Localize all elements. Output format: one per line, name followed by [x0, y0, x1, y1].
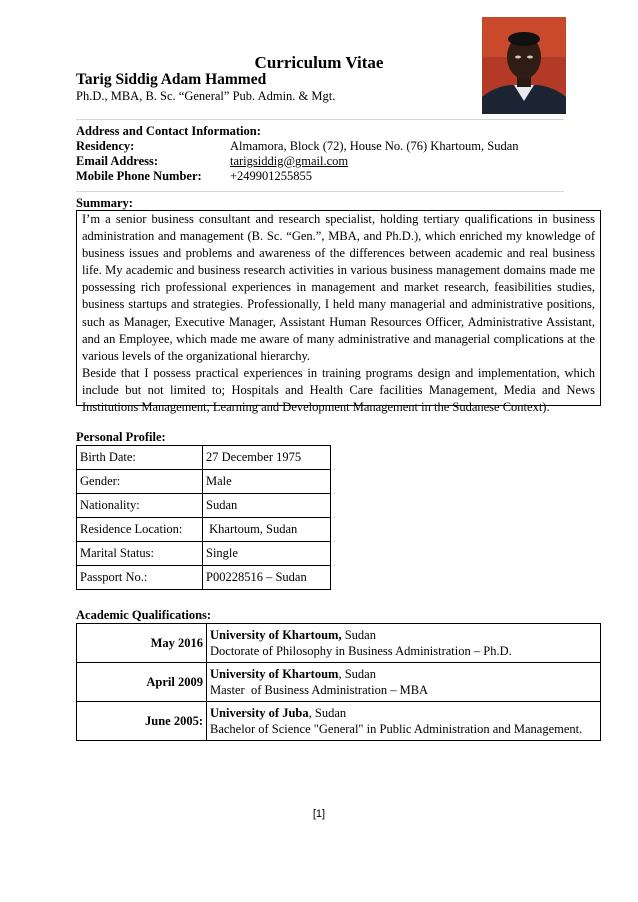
qualification-date: May 2016 [77, 624, 207, 663]
candidate-name: Tarig Siddig Adam Hammed [76, 71, 267, 88]
summary-box [76, 210, 601, 415]
institution-name: University of Khartoum, [210, 628, 342, 642]
profile-label: Residence Location: [77, 518, 203, 542]
academic-table [76, 623, 601, 741]
profile-value: Sudan [203, 494, 331, 518]
phone-label: Mobile Phone Number: [76, 169, 202, 183]
qualification-details [207, 702, 601, 741]
profile-label: Marital Status: [77, 542, 203, 566]
table-row [77, 518, 331, 542]
profile-value: 27 December 1975 [203, 446, 331, 470]
qualification-date: April 2009 [77, 663, 207, 702]
table-row [77, 494, 331, 518]
degree-title: Bachelor of Science "General" in Public Administration and Management. [210, 722, 583, 736]
summary-paragraph: I’m a senior business consultant and research specialist, holding tertiary qualifications in business administration and management (B. Sc. “Gen.”, MBA, and Ph.D.), which enriched my knowledge of business issues and problems and awareness of the differences between academic and real business life. My academic and business research activities in various business management domains made me possessing rich professional experiences in management and market research, feasibilities studies, business startups and strategies. Professionally, I held many managerial and administrative positions, such as Manager, Executive Manager, Assistant Human Resources Officer, Administrative Assistant, and an Employee, which made me aware of many administrative and managerial complications at the various levels of the organizational hierarchy. [82, 212, 595, 363]
institution-location: , Sudan [338, 667, 376, 681]
table-row [77, 624, 601, 663]
institution-name: University of Juba [210, 706, 309, 720]
contact-heading: Address and Contact Information: [76, 124, 261, 138]
institution-name: University of Khartoum [210, 667, 339, 681]
email-label: Email Address: [76, 154, 159, 168]
email-row [76, 154, 564, 169]
qualification-details [207, 624, 601, 663]
residency-row [76, 139, 564, 154]
table-row [77, 566, 331, 590]
profile-heading: Personal Profile: [76, 430, 166, 444]
candidate-degrees: Ph.D., MBA, B. Sc. “General” Pub. Admin. & Mgt. [76, 89, 336, 103]
qualification-details [207, 663, 601, 702]
summary-paragraph: Beside that I possess practical experiences in training programs design and implementation, which include but not limited to; Hospitals and Health Care facilities Management, Media and News Institutions Management, Learning and Development Management in the Sudanese Context). [82, 365, 595, 415]
table-row [77, 470, 331, 494]
summary-heading: Summary: [76, 196, 133, 210]
degree-title: Master of Business Administration – MBA [210, 683, 429, 697]
qualification-date: June 2005: [77, 702, 207, 741]
phone-value: +249901255855 [230, 169, 313, 183]
table-row [77, 663, 601, 702]
residency-label: Residency: [76, 139, 135, 153]
institution-location: , Sudan [308, 706, 347, 720]
profile-label: Birth Date: [77, 446, 203, 470]
residency-value: Almamora, Block (72), House No. (76) Khartoum, Sudan [230, 139, 519, 153]
institution-location: Sudan [341, 628, 376, 642]
table-row [77, 542, 331, 566]
profile-label: Nationality: [77, 494, 203, 518]
divider [76, 191, 564, 192]
cv-title: Curriculum Vitae [254, 53, 384, 72]
profile-value: Single [203, 542, 331, 566]
profile-table [76, 445, 331, 590]
profile-value: P00228516 – Sudan [203, 566, 331, 590]
email-link[interactable]: tarigsiddig@gmail.com [230, 154, 349, 168]
phone-row [76, 169, 564, 184]
profile-value: Khartoum, Sudan [203, 518, 331, 542]
page-number: [1] [312, 808, 326, 820]
table-row [77, 446, 331, 470]
profile-photo [482, 17, 566, 114]
profile-value: Male [203, 470, 331, 494]
academic-heading: Academic Qualifications: [76, 608, 212, 622]
degree-title: Doctorate of Philosophy in Business Administration – Ph.D. [210, 644, 512, 658]
profile-label: Passport No.: [77, 566, 203, 590]
divider [76, 119, 564, 120]
table-row [77, 702, 601, 741]
profile-label: Gender: [77, 470, 203, 494]
